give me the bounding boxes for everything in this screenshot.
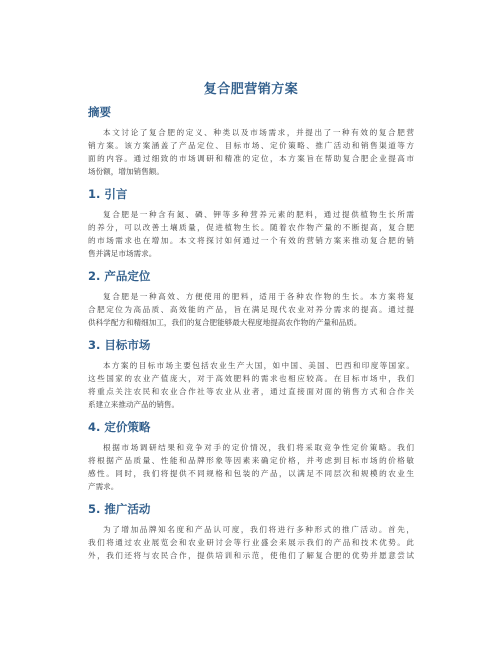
- section-body-abstract: [88, 126, 414, 178]
- section-heading-introduction: 1. 引言: [88, 187, 128, 201]
- section-heading-pricing-strategy: 4. 定价策略: [88, 420, 151, 434]
- document-title: 复合肥营销方案: [203, 82, 299, 97]
- paragraph-line: 为了增加品牌知名度和产品认可度，我们将进行多种形式的推广活动。首先，: [103, 525, 414, 534]
- paragraph-line: 合肥定位为高品质、高效能的产品，旨在满足现代农业对养分需求的提高。通过提: [88, 305, 414, 314]
- section-body-target-market: [88, 359, 414, 411]
- paragraph-line: 复合肥是一种高效、方便使用的肥料，适用于各种农作物的生长。本方案将复: [103, 292, 414, 301]
- paragraph-line: 本方案的目标市场主要包括农业生产大国，如中国、美国、巴西和印度等国家。: [103, 361, 414, 370]
- paragraph-line: 复合肥是一种含有氮、磷、钾等多种营养元素的肥料，通过提供植物生长所需: [103, 210, 414, 219]
- paragraph-line: 本文讨论了复合肥的定义、种类以及市场需求，并提出了一种有效的复合肥营: [103, 128, 414, 137]
- section-heading-product-positioning: 2. 产品定位: [88, 269, 151, 283]
- paragraph-line: 感性。同时，我们将提供不同规格和包装的产品，以满足不同层次和规模的农业生: [88, 469, 414, 478]
- paragraph-line: 这些国家的农业产值庞大，对于高效肥料的需求也相应较高。在目标市场中，我们: [88, 374, 414, 383]
- paragraph-line: 的养分，可以改善土壤质量，促进植物生长。随着农作物产量的不断提高，复合肥: [88, 223, 414, 232]
- paragraph-line: 面的内容。通过细致的市场调研和精准的定位，本方案旨在帮助复合肥企业提高市: [88, 154, 414, 163]
- paragraph-line: 外，我们还将与农民合作，提供培训和示范，使他们了解复合肥的优势并愿意尝试: [88, 551, 414, 560]
- section-body-pricing-strategy: [88, 441, 414, 493]
- paragraph-line: 销方案。该方案涵盖了产品定位、目标市场、定价策略、推广活动和销售渠道等方: [88, 141, 414, 150]
- paragraph-line: 根据市场调研结果和竞争对手的定价情况，我们将采取竞争性定价策略。我们: [103, 443, 414, 452]
- paragraph-line: 供科学配方和精细加工，我们的复合肥能够最大程度地提高农作物的产量和品质。: [88, 318, 362, 327]
- section-body-promotion-activities: [88, 523, 414, 562]
- paragraph-line: 将重点关注农民和农业合作社等农业从业者，通过直接面对面的销售方式和合作关: [88, 387, 414, 396]
- paragraph-line: 系建立来推动产品的销售。: [88, 400, 180, 409]
- paragraph-line: 的市场需求也在增加。本文将探讨如何通过一个有效的营销方案来推动复合肥的销: [88, 236, 414, 245]
- paragraph-line: 我们将通过农业展览会和农业研讨会等行业盛会来展示我们的产品和技术优势。此: [88, 538, 414, 547]
- paragraph-line: 产需求。: [88, 482, 119, 491]
- paragraph-line: 将根据产品质量、性能和品牌形象等因素来确定价格，并考虑到目标市场的价格敏: [88, 456, 414, 465]
- paragraph-line: 场份额，增加销售额。: [88, 167, 164, 176]
- paragraph-line: 售并满足市场需求。: [88, 249, 157, 258]
- section-body-product-positioning: [88, 290, 414, 329]
- section-heading-abstract: 摘要: [88, 105, 111, 119]
- section-heading-promotion-activities: 5. 推广活动: [88, 502, 151, 516]
- section-heading-target-market: 3. 目标市场: [88, 338, 151, 352]
- section-body-introduction: [88, 208, 414, 260]
